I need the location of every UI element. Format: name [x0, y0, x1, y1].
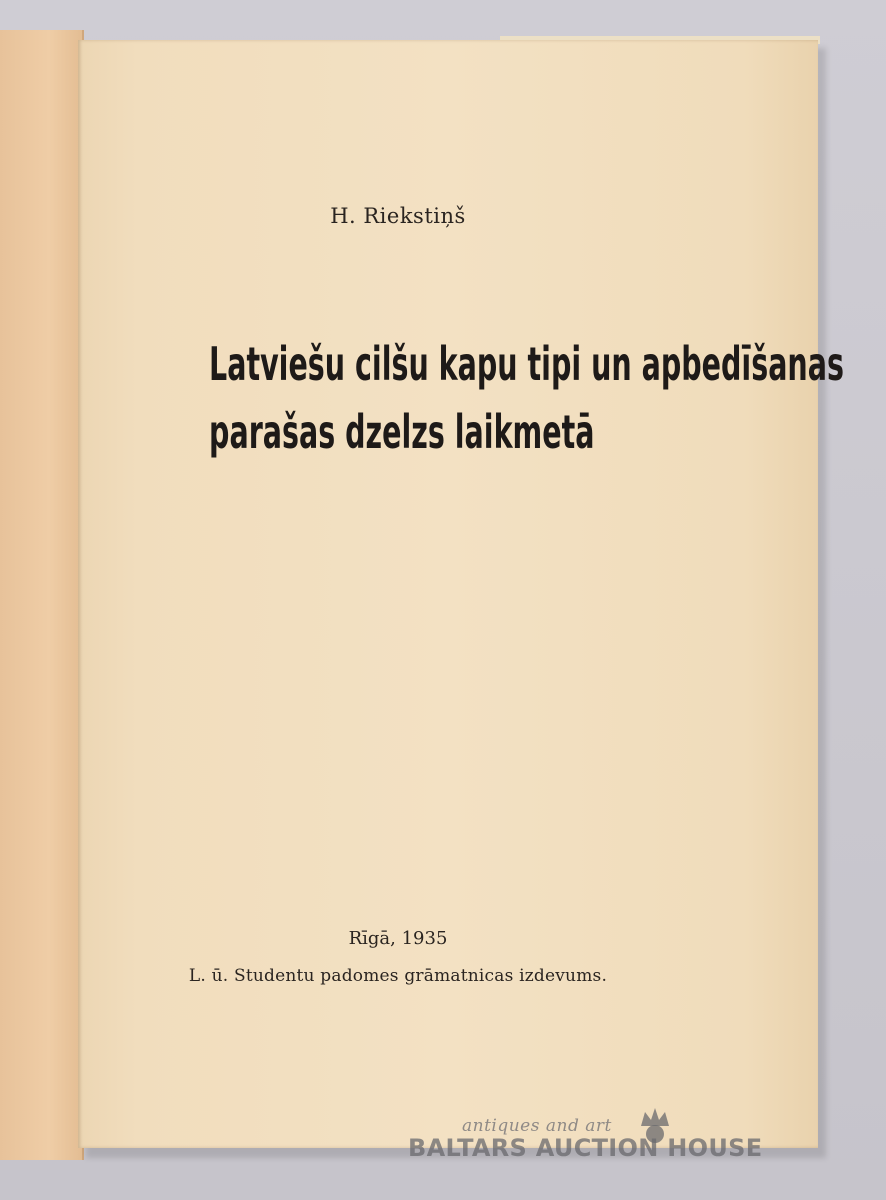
auction-watermark [400, 1100, 820, 1180]
place-and-year: Rīgā, 1935 [348, 928, 448, 949]
watermark-subtitle: antiques and art [462, 1116, 612, 1136]
book-cover-edge [0, 30, 84, 1160]
watermark-name: BALTARS AUCTION HOUSE [408, 1134, 763, 1162]
book-title-line-1: Latviešu cilšu kapu tipi un apbedīšanas [209, 337, 844, 391]
author-name: H. Riekstiņš [330, 204, 466, 228]
book-title [209, 330, 844, 466]
publisher-line: L. ū. Studentu padomes grāmatnicas izdevums. [188, 966, 608, 986]
book-title-line-2: parašas dzelzs laikmetā [209, 405, 595, 459]
